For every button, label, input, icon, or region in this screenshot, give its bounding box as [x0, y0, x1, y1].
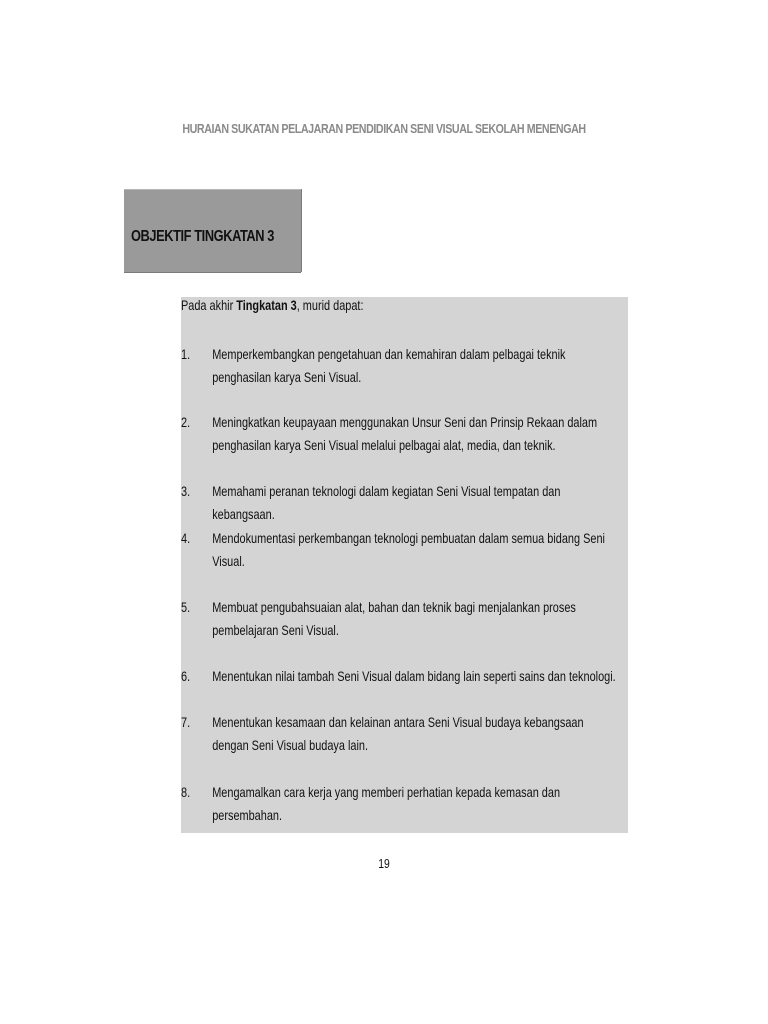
- objective-number: 8.: [181, 784, 191, 800]
- objective-text: Memahami peranan teknologi dalam kegiatan Seni Visual tempatan dan kebangsaan.: [212, 483, 561, 522]
- objective-text: Menentukan nilai tambah Seni Visual dalam bidang lain seperti sains dan teknologi.: [212, 668, 616, 684]
- objective-text: Mengamalkan cara kerja yang memberi perhatian kepada kemasan dan persembahan.: [212, 784, 561, 823]
- objective-item-5: [181, 596, 618, 642]
- intro-suffix: , murid dapat:: [296, 297, 364, 313]
- objective-text: Mendokumentasi perkembangan teknologi pembuatan dalam semua bidang Seni Visual.: [212, 530, 605, 569]
- section-title: OBJEKTIF TINGKATAN 3: [131, 228, 274, 245]
- document-header: HURAIAN SUKATAN PELAJARAN PENDIDIKAN SENI VISUAL SEKOLAH MENENGAH: [182, 121, 586, 136]
- objective-number: 3.: [181, 483, 191, 499]
- objective-text: Menentukan kesamaan dan kelainan antara Seni Visual budaya kebangsaan dengan Seni Visual budaya lain.: [212, 714, 584, 753]
- objective-text: Membuat pengubahsuaian alat, bahan dan teknik bagi menjalankan proses pembelajaran Seni Visual.: [212, 599, 576, 638]
- page-number: 19: [378, 856, 390, 871]
- objective-number: 5.: [181, 599, 191, 615]
- objective-item-6: [181, 665, 618, 688]
- objective-item-1: [181, 343, 618, 389]
- objective-item-8: [181, 781, 618, 827]
- objective-item-3: [181, 480, 618, 526]
- objective-item-7: [181, 711, 618, 757]
- objective-number: 7.: [181, 714, 191, 730]
- objective-text: Meningkatkan keupayaan menggunakan Unsur Seni dan Prinsip Rekaan dalam penghasilan karya Seni Visual melalui pelbagai alat, media, dan teknik.: [212, 414, 598, 453]
- intro-prefix: Pada akhir: [181, 297, 237, 313]
- objective-item-4: [181, 527, 618, 573]
- intro-text: [181, 297, 364, 313]
- objective-number: 1.: [181, 346, 191, 362]
- objective-text: Memperkembangkan pengetahuan dan kemahiran dalam pelbagai teknik penghasilan karya Seni Visual.: [212, 346, 566, 385]
- objective-number: 2.: [181, 414, 191, 430]
- intro-bold: Tingkatan 3: [236, 297, 297, 313]
- objective-number: 4.: [181, 530, 191, 546]
- objective-item-2: [181, 411, 618, 457]
- objective-number: 6.: [181, 668, 191, 684]
